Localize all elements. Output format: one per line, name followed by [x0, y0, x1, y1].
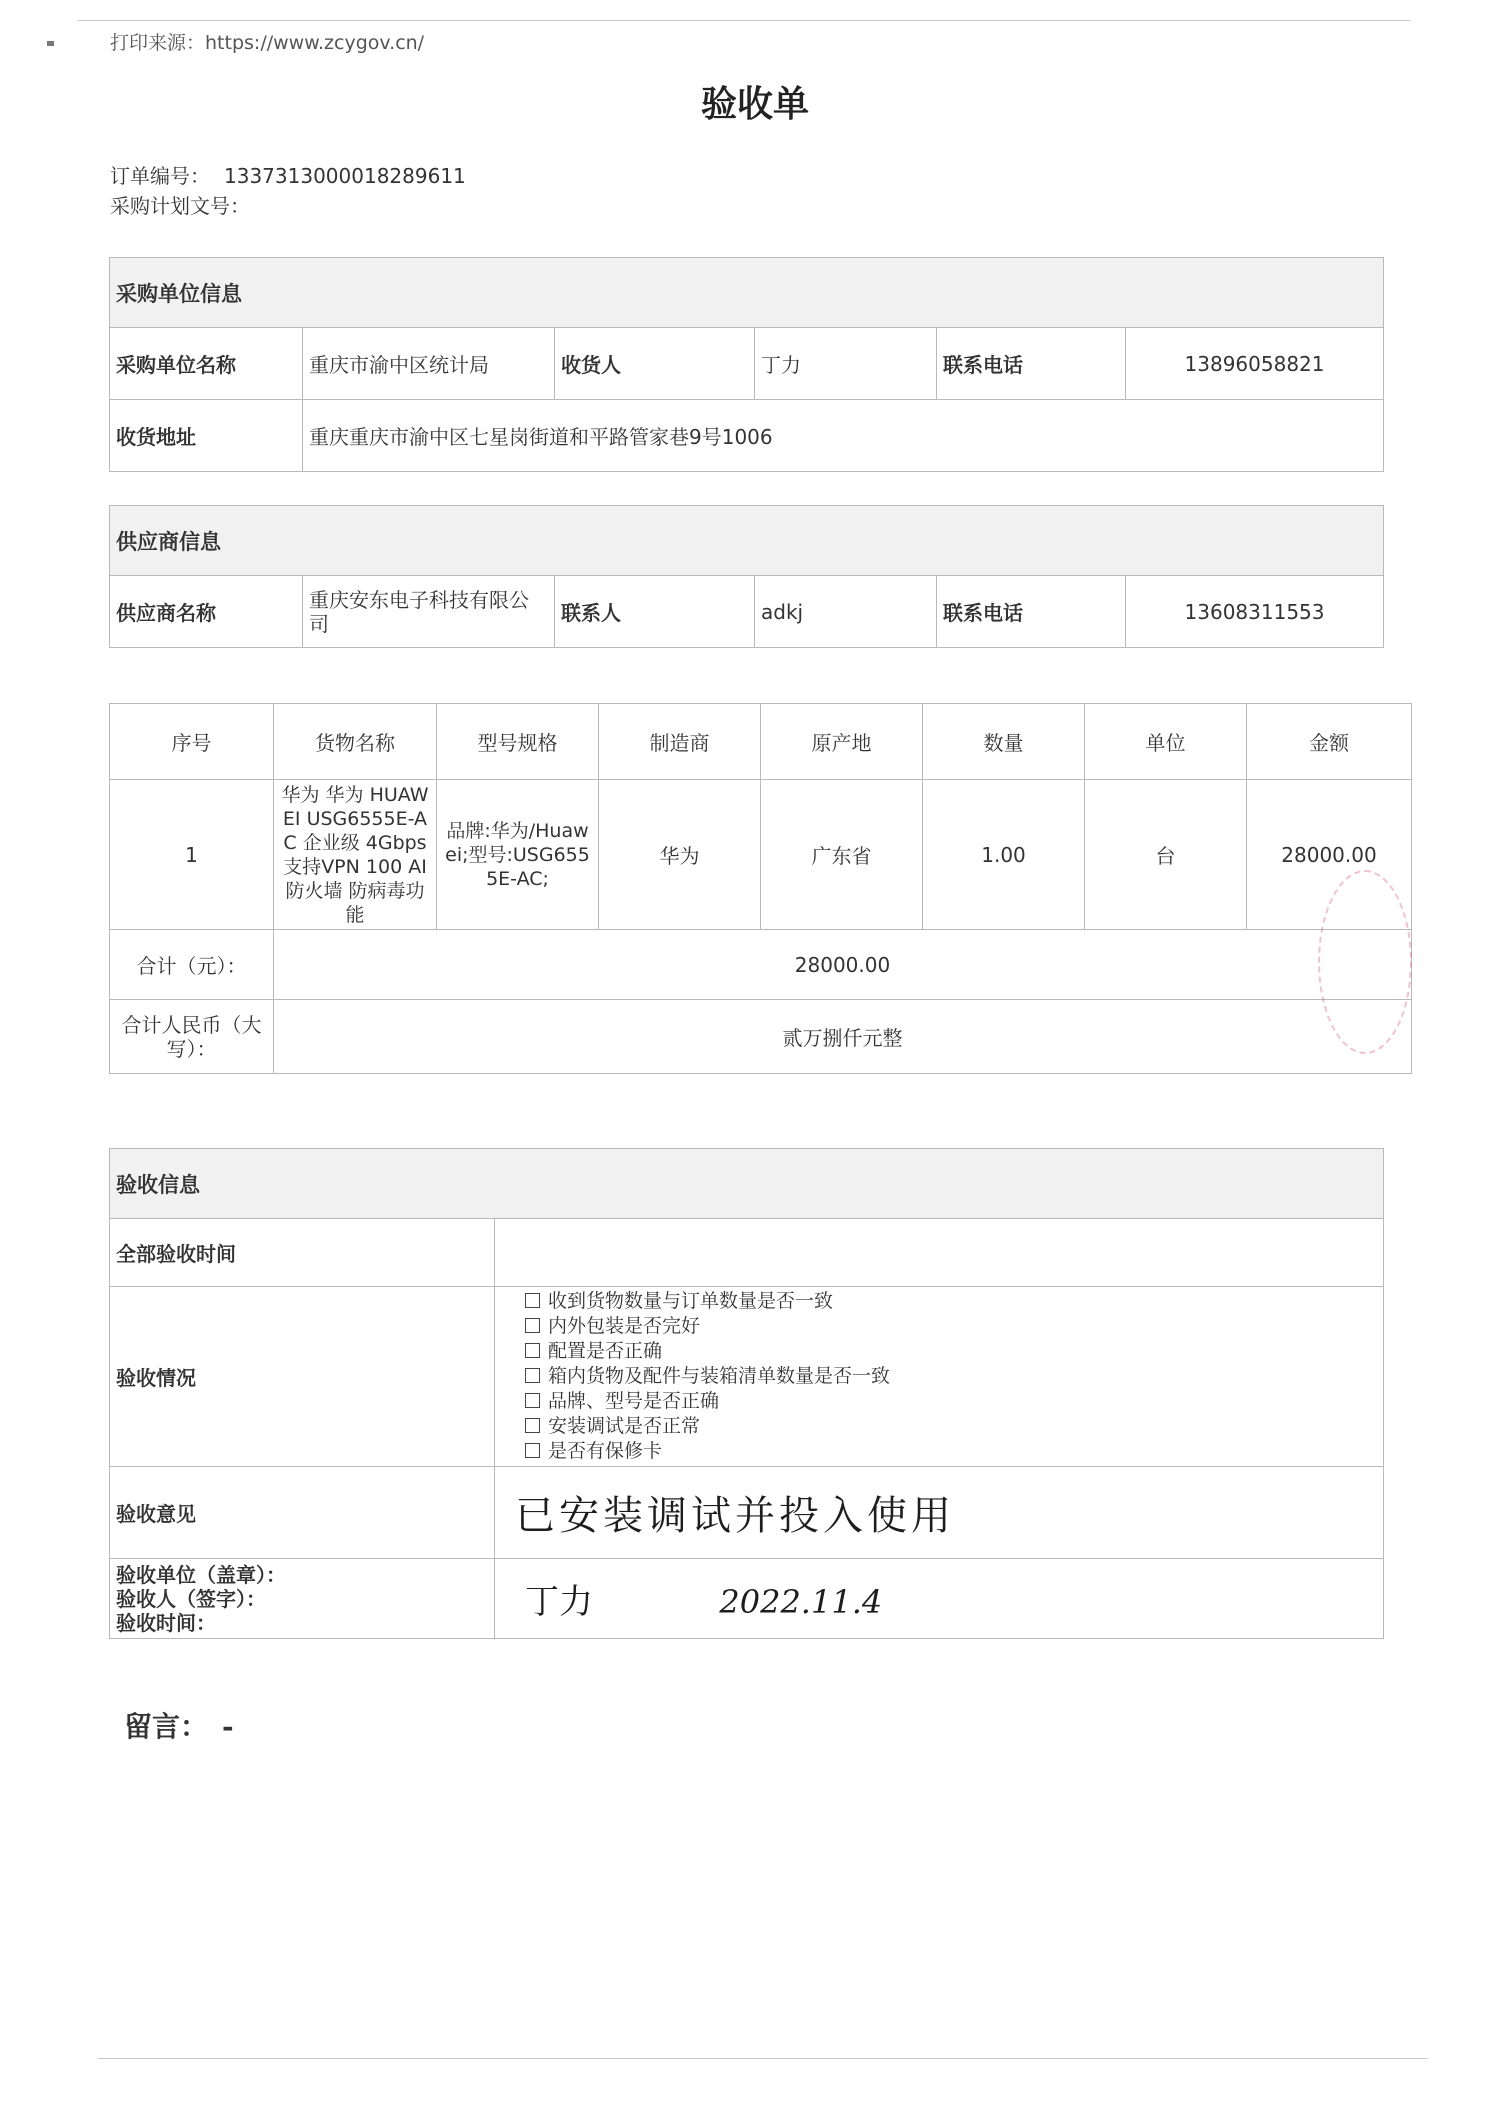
supplier-section-title: 供应商信息: [110, 506, 1384, 576]
row-quantity: 1.00: [923, 780, 1085, 930]
col-header: 型号规格: [437, 704, 599, 780]
print-source-label: 打印来源：: [110, 32, 206, 54]
top-rule: [78, 20, 1410, 21]
row-spec: 品牌:华为/Huawei;型号:USG6555E-AC;: [437, 780, 599, 930]
stamp-mark: [1318, 870, 1412, 1054]
purchaser-phone-label: 联系电话: [937, 328, 1126, 400]
check-item[interactable]: [525, 1364, 1377, 1389]
checkbox[interactable]: [525, 1318, 540, 1333]
sign-date: 2022.11.4: [719, 1583, 883, 1621]
sign-time-label: 验收时间：: [116, 1610, 216, 1635]
corner-mark: [47, 41, 54, 46]
row-maker: 华为: [599, 780, 761, 930]
checkbox[interactable]: [525, 1368, 540, 1383]
check-item-label: 收到货物数量与订单数量是否一致: [548, 1290, 834, 1312]
bottom-rule: [98, 2058, 1428, 2059]
acceptance-table: [109, 1148, 1384, 1639]
acceptance-checklist-cell: [495, 1287, 1384, 1467]
checkbox[interactable]: [525, 1293, 540, 1308]
row-unit: 台: [1085, 780, 1247, 930]
print-source-url: https://www.zcygov.cn/: [205, 32, 425, 54]
remarks-value: -: [222, 1710, 234, 1743]
table-row: [110, 780, 1412, 930]
sign-person-label: 验收人（签字）：: [116, 1586, 266, 1611]
sign-labels-cell: [110, 1559, 495, 1639]
check-item-label: 箱内货物及配件与装箱清单数量是否一致: [548, 1365, 891, 1387]
col-header: 金额: [1247, 704, 1412, 780]
order-number-value: 1337313000018289611: [224, 164, 466, 188]
acceptance-opinion: 已安装调试并投入使用: [515, 1493, 955, 1539]
supplier-phone-label: 联系电话: [937, 576, 1126, 648]
check-item-label: 是否有保修卡: [548, 1440, 663, 1462]
order-number: [110, 160, 466, 189]
purchaser-phone: 13896058821: [1126, 328, 1384, 400]
supplier-table: [109, 505, 1384, 648]
col-header: 制造商: [599, 704, 761, 780]
print-source: [110, 28, 424, 55]
check-item-label: 内外包装是否完好: [548, 1315, 701, 1337]
row-seq: 1: [110, 780, 274, 930]
col-header: 序号: [110, 704, 274, 780]
sign-unit-label: 验收单位（盖章）：: [116, 1562, 286, 1587]
total-cn-label: 合计人民币（大写）：: [110, 1000, 274, 1074]
col-header: 数量: [923, 704, 1085, 780]
total-cn-amount: 贰万捌仟元整: [274, 1000, 1412, 1074]
plan-number-label: 采购计划文号：: [110, 194, 250, 218]
supplier-contact-label: 联系人: [555, 576, 755, 648]
check-item[interactable]: [525, 1314, 1377, 1339]
total-amount: 28000.00: [274, 930, 1412, 1000]
check-item-label: 品牌、型号是否正确: [548, 1390, 720, 1412]
receiver-name: 丁力: [755, 328, 937, 400]
purchaser-table: [109, 257, 1384, 472]
total-label: 合计（元）：: [110, 930, 274, 1000]
row-origin: 广东省: [761, 780, 923, 930]
acceptance-time-label: 全部验收时间: [110, 1219, 495, 1287]
checkbox[interactable]: [525, 1343, 540, 1358]
signature: 丁力: [525, 1582, 593, 1622]
purchaser-name-label: 采购单位名称: [110, 328, 303, 400]
check-item-label: 安装调试是否正常: [548, 1415, 701, 1437]
page-title: 验收单: [700, 83, 809, 125]
receiver-label: 收货人: [555, 328, 755, 400]
remarks: [124, 1705, 234, 1745]
col-header: 单位: [1085, 704, 1247, 780]
col-header: 原产地: [761, 704, 923, 780]
row-goods-name: 华为 华为 HUAWEI USG6555E-AC 企业级 4Gbps 支持VPN 100 AI 防火墙 防病毒功能: [274, 780, 437, 930]
check-item[interactable]: [525, 1339, 1377, 1364]
check-item[interactable]: [525, 1289, 1377, 1314]
supplier-name: 重庆安东电子科技有限公司: [303, 576, 555, 648]
goods-header-row: [110, 704, 1412, 780]
checkbox[interactable]: [525, 1418, 540, 1433]
row-amount: 28000.00: [1247, 780, 1412, 930]
delivery-address: 重庆重庆市渝中区七星岗街道和平路管家巷9号1006: [303, 400, 1384, 472]
col-header: 货物名称: [274, 704, 437, 780]
acceptance-checklist: [525, 1289, 1377, 1464]
address-label: 收货地址: [110, 400, 303, 472]
checkbox[interactable]: [525, 1393, 540, 1408]
sign-values-cell: [495, 1559, 1384, 1639]
acceptance-time-value: [495, 1219, 1384, 1287]
purchaser-name: 重庆市渝中区统计局: [303, 328, 555, 400]
remarks-label: 留言：: [124, 1710, 209, 1743]
supplier-name-label: 供应商名称: [110, 576, 303, 648]
check-item-label: 配置是否正确: [548, 1340, 663, 1362]
acceptance-status-label: 验收情况: [110, 1287, 495, 1467]
acceptance-opinion-label: 验收意见: [110, 1467, 495, 1559]
supplier-contact: adkj: [755, 576, 937, 648]
supplier-phone: 13608311553: [1126, 576, 1384, 648]
check-item[interactable]: [525, 1439, 1377, 1464]
acceptance-section-title: 验收信息: [110, 1149, 1384, 1219]
check-item[interactable]: [525, 1389, 1377, 1414]
order-number-label: 订单编号：: [110, 164, 210, 188]
check-item[interactable]: [525, 1414, 1377, 1439]
checkbox[interactable]: [525, 1443, 540, 1458]
purchaser-section-title: 采购单位信息: [110, 258, 1384, 328]
goods-table: [109, 703, 1412, 1074]
